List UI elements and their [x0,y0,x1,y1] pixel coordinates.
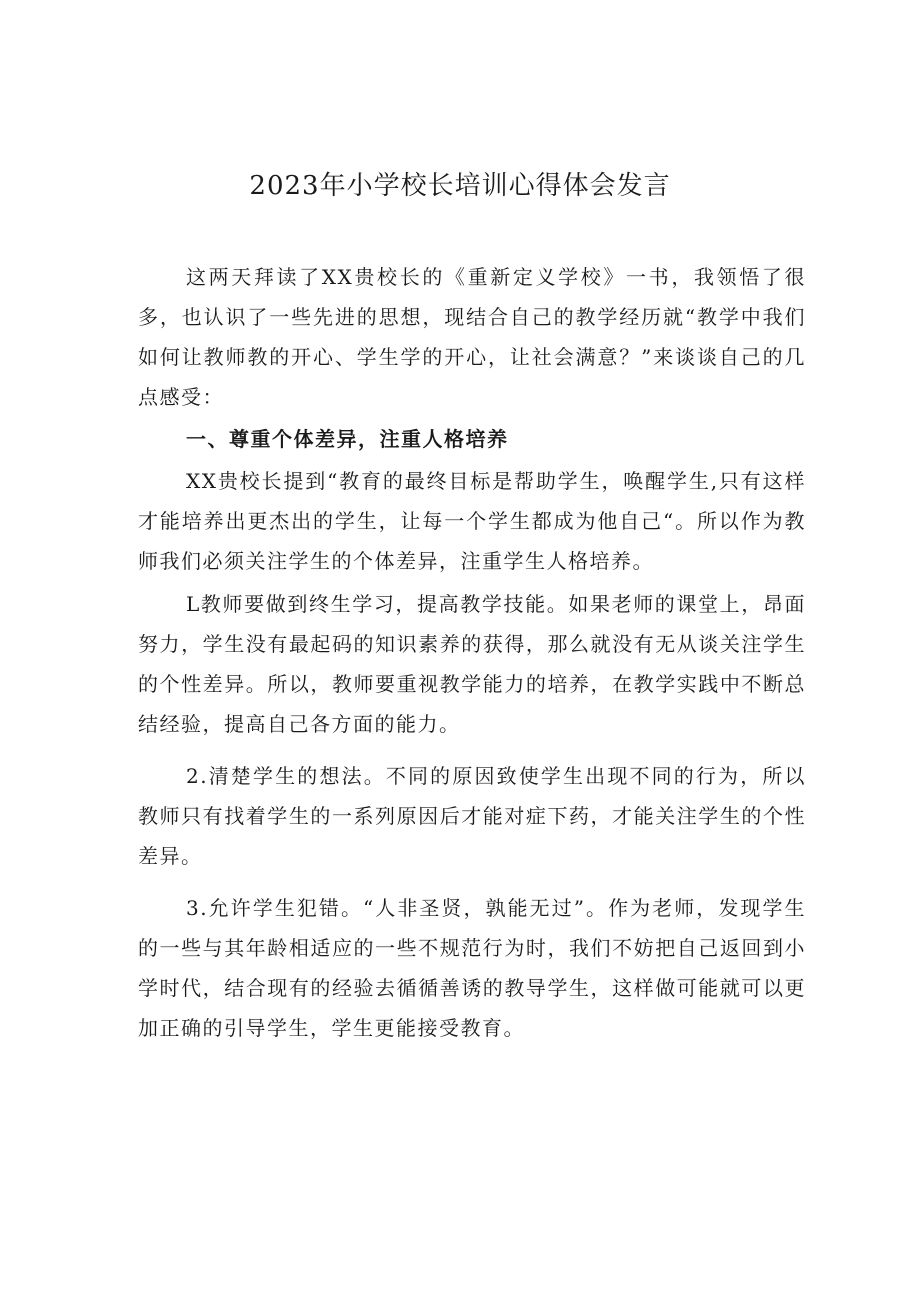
document-title: 2023年小学校长培训心得体会发言 [249,171,671,201]
document-body [138,257,806,1048]
list-item-3: 3.允许学生犯错。“人非圣贤，孰能无过”。作为老师，发现学生的一些与其年龄相适应的一些不规范行为时，我们不妨把自己返回到小学时代，结合现有的经验去循循善诱的教导学生，这样做可能就可以更加正确的引导学生，学生更能接受教育。 [138,896,806,1040]
list-item-1: L教师要做到终生学习，提高教学技能。如果老师的课堂上，昂面努力，学生没有最起码的知识素养的获得，那么就没有无从谈关注学生的个性差异。所以，教师要重视教学能力的培养，在教学实践中不断总结经验，提高自己各方面的能力。 [138,592,806,736]
list-item-2: 2.清楚学生的想法。不同的原因致使学生出现不同的行为，所以教师只有找着学生的一系列原因后才能对症下药，才能关注学生的个性差异。 [138,764,806,868]
body-paragraph: XX贵校长提到“教育的最终目标是帮助学生，唤醒学生,只有这样才能培养出更杰出的学生，让每一个学生都成为他自己“。所以作为教师我们必须关注学生的个体差异，注重学生人格培养。 [138,469,806,573]
section-heading: 一、尊重个体差异，注重人格培养 [186,427,509,451]
intro-paragraph: 这两天拜读了XX贵校长的《重新定义学校》一书，我领悟了很多，也认识了一些先进的思想，现结合自己的教学经历就“教学中我们如何让教师教的开心、学生学的开心，让社会满意？”来谈谈自己的几点感受： [138,265,806,409]
